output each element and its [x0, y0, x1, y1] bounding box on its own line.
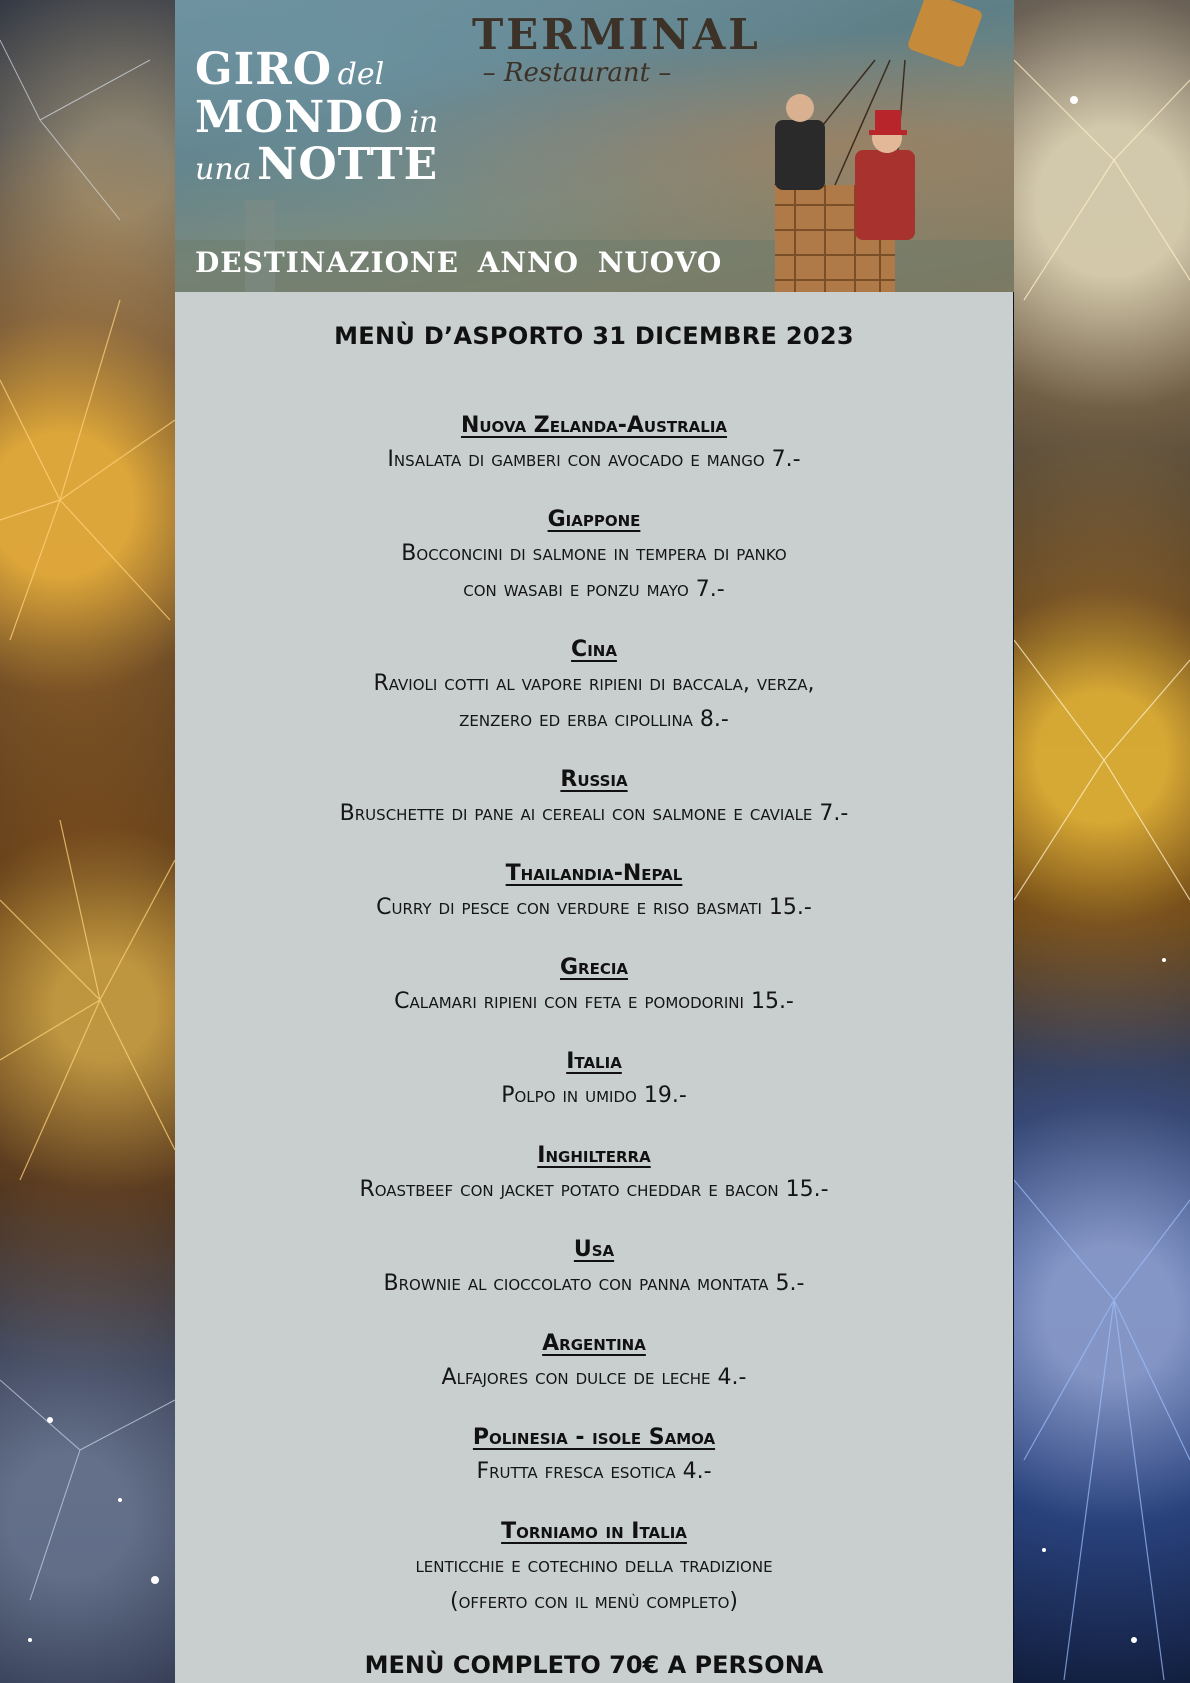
- course-name: Usa: [573, 1237, 615, 1262]
- traveler-figure-left: [775, 94, 825, 190]
- course-list: [175, 410, 1013, 1646]
- course-description: Calamari ripieni con feta e pomodorini 15.-: [394, 989, 794, 1014]
- course-description: Frutta fresca esotica 4.-: [476, 1459, 712, 1484]
- course-description: Polpo in umido 19.-: [501, 1083, 687, 1108]
- restaurant-logo: [472, 10, 761, 88]
- course-item: [175, 858, 1013, 926]
- course-name: Grecia: [559, 955, 629, 980]
- course-item: [175, 1328, 1013, 1396]
- course-description: Brownie al cioccolato con panna montata 5.-: [383, 1271, 805, 1296]
- fireworks-right-background: [1014, 0, 1190, 1683]
- course-item: [175, 1422, 1013, 1490]
- course-description: Bocconcini di salmone in tempera di panko: [401, 541, 787, 566]
- course-name: Torniamo in Italia: [501, 1519, 687, 1544]
- course-item: [175, 952, 1013, 1020]
- course-name: Italia: [566, 1049, 622, 1074]
- course-name: Thailandia-Nepal: [505, 861, 683, 886]
- restaurant-name: TERMINAL: [472, 10, 761, 59]
- fireworks-right-sparks: [1014, 0, 1190, 1683]
- course-description: Bruschette di pane ai cereali con salmone e caviale 7.-: [339, 801, 849, 826]
- course-description: Insalata di gamberi con avocado e mango 7.-: [387, 447, 801, 472]
- course-name: Polinesia - isole Samoa: [472, 1425, 716, 1450]
- course-name: Giappone: [547, 507, 641, 532]
- fireworks-left-background: [0, 0, 175, 1683]
- course-item: [175, 634, 1013, 738]
- course-description: con wasabi e ponzu mayo 7.-: [463, 577, 725, 602]
- course-name: Russia: [560, 767, 628, 792]
- course-name: Inghilterra: [537, 1143, 651, 1168]
- course-item: [175, 764, 1013, 832]
- course-item: [175, 504, 1013, 608]
- event-title-line-3: una NOTTE: [195, 139, 439, 191]
- course-description: lenticchie e cotechino della tradizione: [415, 1553, 773, 1578]
- course-description: Alfajores con dulce de leche 4.-: [441, 1365, 747, 1390]
- course-item: [175, 1516, 1013, 1620]
- course-name: Argentina: [542, 1331, 646, 1356]
- course-description: (offerto con il menù completo): [450, 1589, 738, 1614]
- menu-panel: [175, 292, 1013, 1683]
- course-description: Curry di pesce con verdure e riso basmati 15.-: [376, 895, 812, 920]
- course-item: [175, 1140, 1013, 1208]
- menu-title: MENÙ D’ASPORTO 31 DICEMBRE 2023: [334, 322, 854, 350]
- course-item: [175, 1046, 1013, 1114]
- course-description: Ravioli cotti al vapore ripieni di baccala, verza,: [373, 671, 815, 696]
- fireworks-left-sparks: [0, 0, 175, 1683]
- destination-subtitle: DESTINAZIONE ANNO NUOVO: [195, 246, 723, 279]
- event-title-line-2: MONDO in: [195, 91, 439, 143]
- course-description: Roastbeef con jacket potato cheddar e bacon 15.-: [359, 1177, 829, 1202]
- menu-price-footer: MENÙ COMPLETO 70€ A PERSONA: [364, 1651, 824, 1679]
- event-title: [195, 46, 438, 189]
- traveler-figure-right: [855, 110, 915, 240]
- course-item: [175, 1234, 1013, 1302]
- header-banner: [175, 0, 1014, 292]
- course-description: zenzero ed erba cipollina 8.-: [459, 707, 729, 732]
- course-item: [175, 410, 1013, 478]
- course-name: Nuova Zelanda-Australia: [460, 413, 728, 438]
- event-title-line-1: GIRO del: [195, 44, 385, 95]
- course-name: Cina: [571, 637, 617, 662]
- restaurant-subtitle: – Restaurant –: [482, 58, 672, 88]
- balloon-top: [907, 0, 984, 68]
